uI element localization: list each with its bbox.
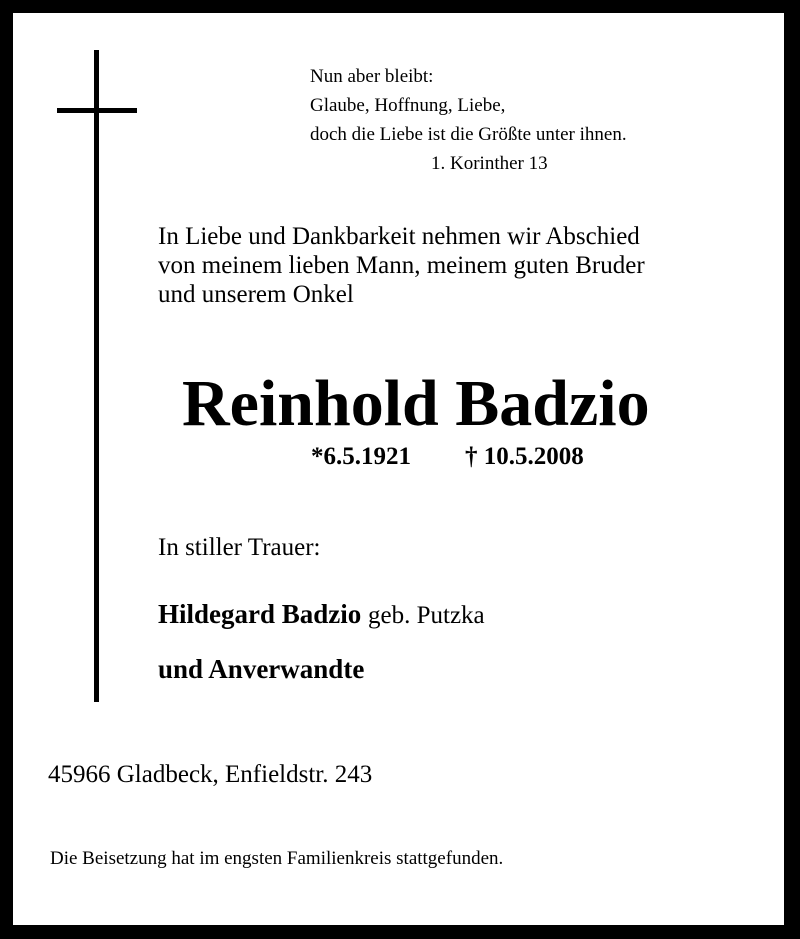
farewell-text: [158, 222, 645, 309]
deceased-name: Reinhold Badzio: [182, 367, 650, 440]
mourning-label: In stiller Trauer:: [158, 534, 321, 561]
widow-maiden-name: geb. Putzka: [368, 602, 485, 629]
verse-line: doch die Liebe ist die Größte unter ihnen.: [310, 124, 627, 145]
burial-notice: Die Beisetzung hat im engsten Familienkreis stattgefunden.: [50, 848, 504, 869]
farewell-line: von meinem lieben Mann, meinem guten Bruder: [158, 252, 645, 279]
relatives-line: und Anverwandte: [158, 654, 365, 684]
cross-icon-vertical: [94, 50, 99, 702]
bible-verse: [310, 62, 627, 178]
verse-line: Glaube, Hoffnung, Liebe,: [310, 95, 506, 116]
verse-line: Nun aber bleibt:: [310, 66, 434, 87]
birth-date: *6.5.1921: [311, 443, 411, 470]
widow-line: [158, 597, 485, 633]
address: 45966 Gladbeck, Enfieldstr. 243: [48, 761, 373, 788]
farewell-line: In Liebe und Dankbarkeit nehmen wir Abschied: [158, 223, 640, 250]
farewell-line: und unserem Onkel: [158, 281, 354, 308]
death-date: † 10.5.2008: [465, 443, 584, 470]
verse-reference: 1. Korinther 13: [431, 153, 548, 174]
widow-name: Hildegard Badzio: [158, 599, 362, 629]
cross-icon-horizontal: [57, 108, 137, 113]
